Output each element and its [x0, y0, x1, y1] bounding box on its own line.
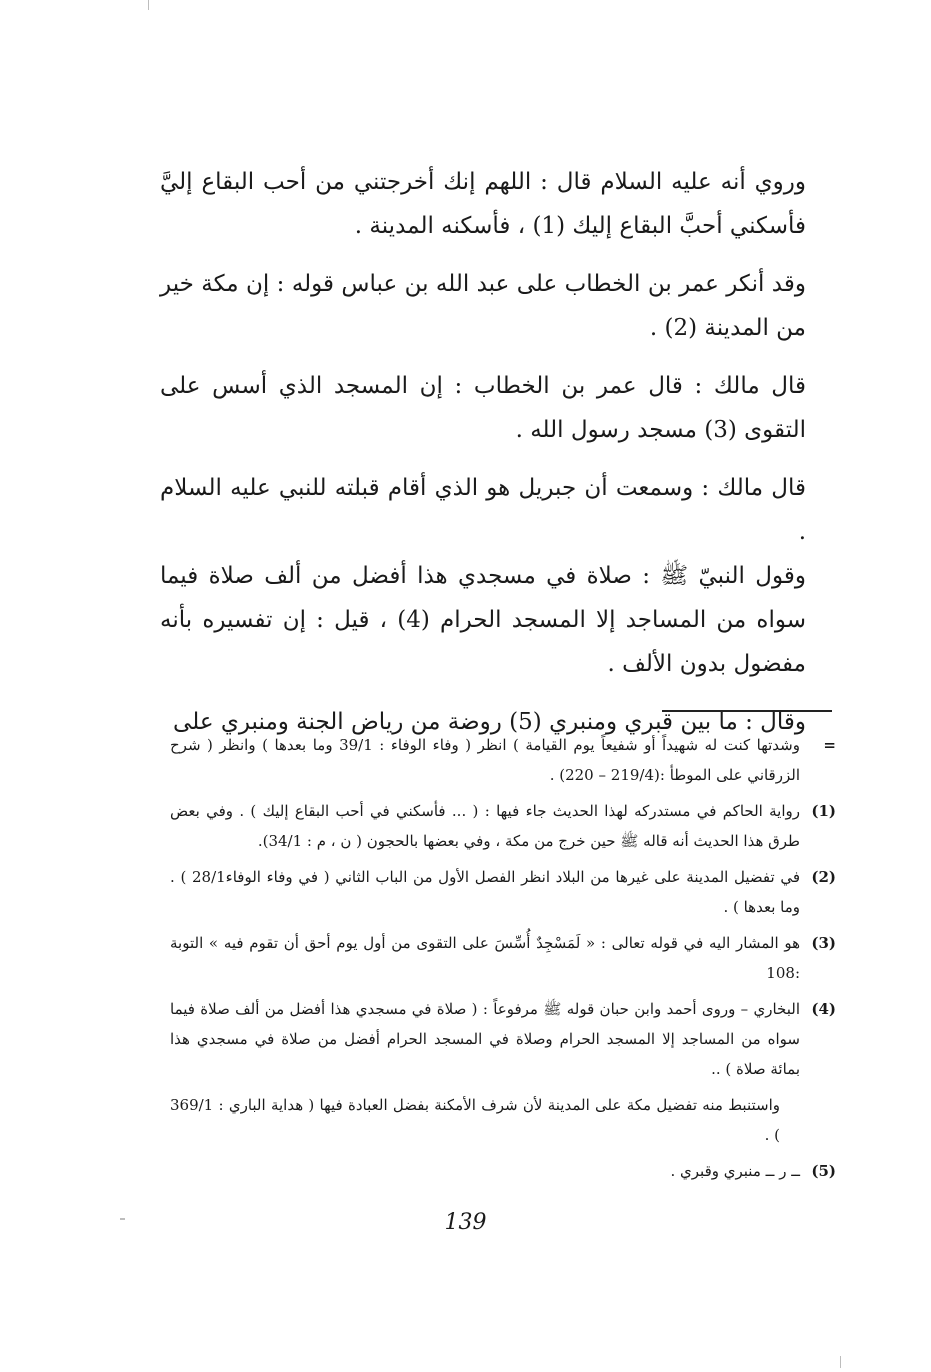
footnote-text: وشدتها كنت له شهيداً أو شفيعاً يوم القيامة ) انظر ( وفاء الوفاء : 39/1 وما بعدها ) وانظر ( شرح الزرقاني على الموطأ :(219/4 – 220) . [170, 736, 800, 784]
scan-mark [148, 0, 149, 10]
footnote [170, 1156, 836, 1186]
footnote [170, 796, 836, 856]
footnote-number: (5) [811, 1162, 836, 1180]
footnote-text: رواية الحاكم في مستدركه لهذا الحديث جاء فيها : ( ... فأسكني في أحب البقاع إليك ) . وفي بعض طرق هذا الحديث أنه قاله ﷺ حين خرج من مكة ، وفي بعضها بالحجون ( ن ، م : 34/1). [170, 802, 800, 850]
footnote-number: (1) [811, 802, 836, 820]
footnotes [170, 730, 836, 1192]
footnote-number: = [823, 736, 836, 754]
footnote-text: ــ ر ــ منبري وقبري . [670, 1162, 800, 1180]
paragraph: وقال : ما بين قبري ومنبري (5) روضة من رياض الجنة ومنبري على [173, 709, 806, 735]
footnote [170, 730, 836, 790]
footnote [170, 862, 836, 922]
footnote [170, 994, 836, 1084]
main-text [160, 160, 836, 758]
footnote [170, 928, 836, 988]
footnote-separator [662, 710, 832, 712]
footnote-text: في تفضيل المدينة على غيرها من البلاد انظر الفصل الأول من الباب الثاني ( في وفاء الوفاء28/1 ) . وما بعدها ) . [170, 868, 800, 916]
footnote-text: هو المشار اليه في قوله تعالى : « لَمَسْجِدٌ أُسِّسَ على التقوى من أول يوم أحق أن تقوم فيه » التوبة :108 [170, 934, 800, 982]
scan-mark [840, 1356, 841, 1368]
paragraph: وقول النبيّ ﷺ : صلاة في مسجدي هذا أفضل من ألف صلاة فيما سواه من المساجد إلا المسجد الحرام (4) ، قيل : إن تفسيره بأنه مفضول بدون الألف . [160, 563, 806, 677]
footnote-number: (3) [811, 934, 836, 952]
footnote-number: (4) [811, 1000, 836, 1018]
paragraph: قال مالك : وسمعت أن جبريل هو الذي أقام قبلته للنبي عليه السلام . [160, 475, 806, 545]
paragraph: قال مالك : قال عمر بن الخطاب : إن المسجد الذي أسس على التقوى (3) مسجد رسول الله . [160, 373, 806, 443]
footnote-text: البخاري – وروى أحمد وابن حبان قوله ﷺ مرفوعاً : ( صلاة في مسجدي هذا أفضل من ألف صلاة فيما سواه من المساجد إلا المسجد الحرام وصلاة في المسجد الحرام أفضل من صلاة في مسجدي هذا بمائة صلاة ) .. [170, 1000, 800, 1078]
paragraph: وقد أنكر عمر بن الخطاب على عبد الله بن عباس قوله : إن مكة خير من المدينة (2) . [160, 271, 806, 341]
page-number: 139 [444, 1210, 487, 1235]
footnote-number: (2) [811, 868, 836, 886]
paragraph: وروي أنه عليه السلام قال : اللهم إنك أخرجتني من أحب البقاع إليَّ فأسكني أحبَّ البقاع إليك (1) ، فأسكنه المدينة . [160, 169, 806, 239]
footnote-continuation: واستنبط منه تفضيل مكة على المدينة لأن شرف الأمكنة بفضل العبادة فيها ( هداية الباري : 369/1 ) . [170, 1096, 780, 1144]
